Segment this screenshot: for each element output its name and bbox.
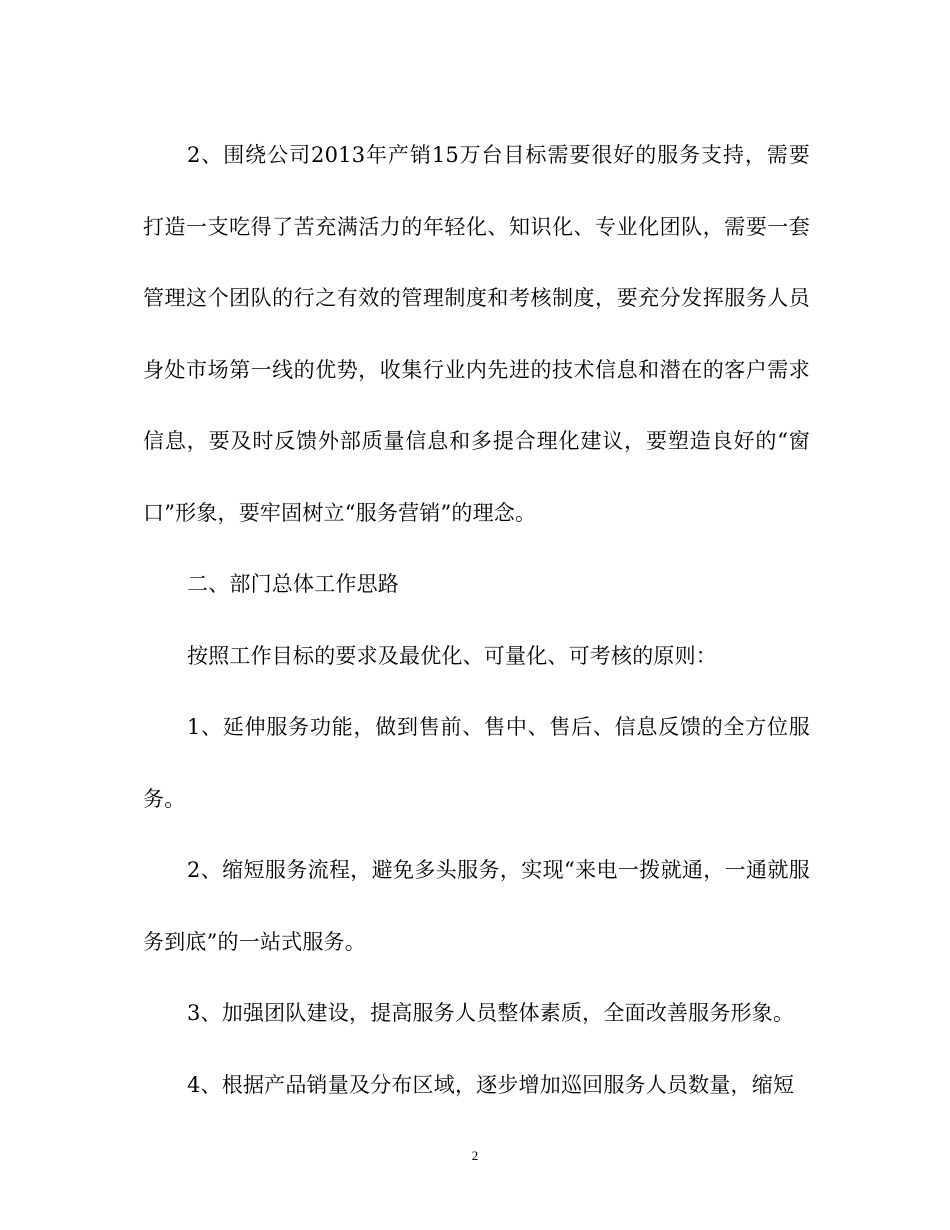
- section-heading-work-approach: 二、部门总体工作思路: [187, 572, 399, 596]
- list-item-increase-staff: 4、根据产品销量及分布区域，逐步增加巡回服务人员数量，缩短: [187, 1072, 795, 1097]
- list-item-extend-service: 1、延伸服务功能，做到售前、售中、售后、信息反馈的全方位服务。: [143, 715, 810, 811]
- paragraph-principles: 按照工作目标的要求及最优化、可量化、可考核的原则：: [187, 643, 717, 668]
- page-number: 2: [471, 1148, 479, 1163]
- paragraph-service-support: 2、围绕公司2013年产销15万台目标需要很好的服务支持，需要打造一支吃得了苦充满活力的年轻化、知识化、专业化团队，需要一套管理这个团队的行之有效的管理制度和考核制度，要充分发挥服务人员身处市场第一线的优势，收集行业内先进的技术信息和潜在的客户需求信息，要及时反馈外部质量信息和多提合理化建议，要塑造良好的“窗口”形象，要牢固树立“服务营销”的理念。: [143, 143, 810, 525]
- list-item-team-building: 3、加强团队建设，提高服务人员整体素质，全面改善服务形象。: [187, 1001, 795, 1025]
- list-item-shorten-process: 2、缩短服务流程，避免多头服务，实现“来电一拨就通，一通就服务到底”的一站式服务。: [143, 858, 810, 954]
- document-body: [143, 120, 810, 1121]
